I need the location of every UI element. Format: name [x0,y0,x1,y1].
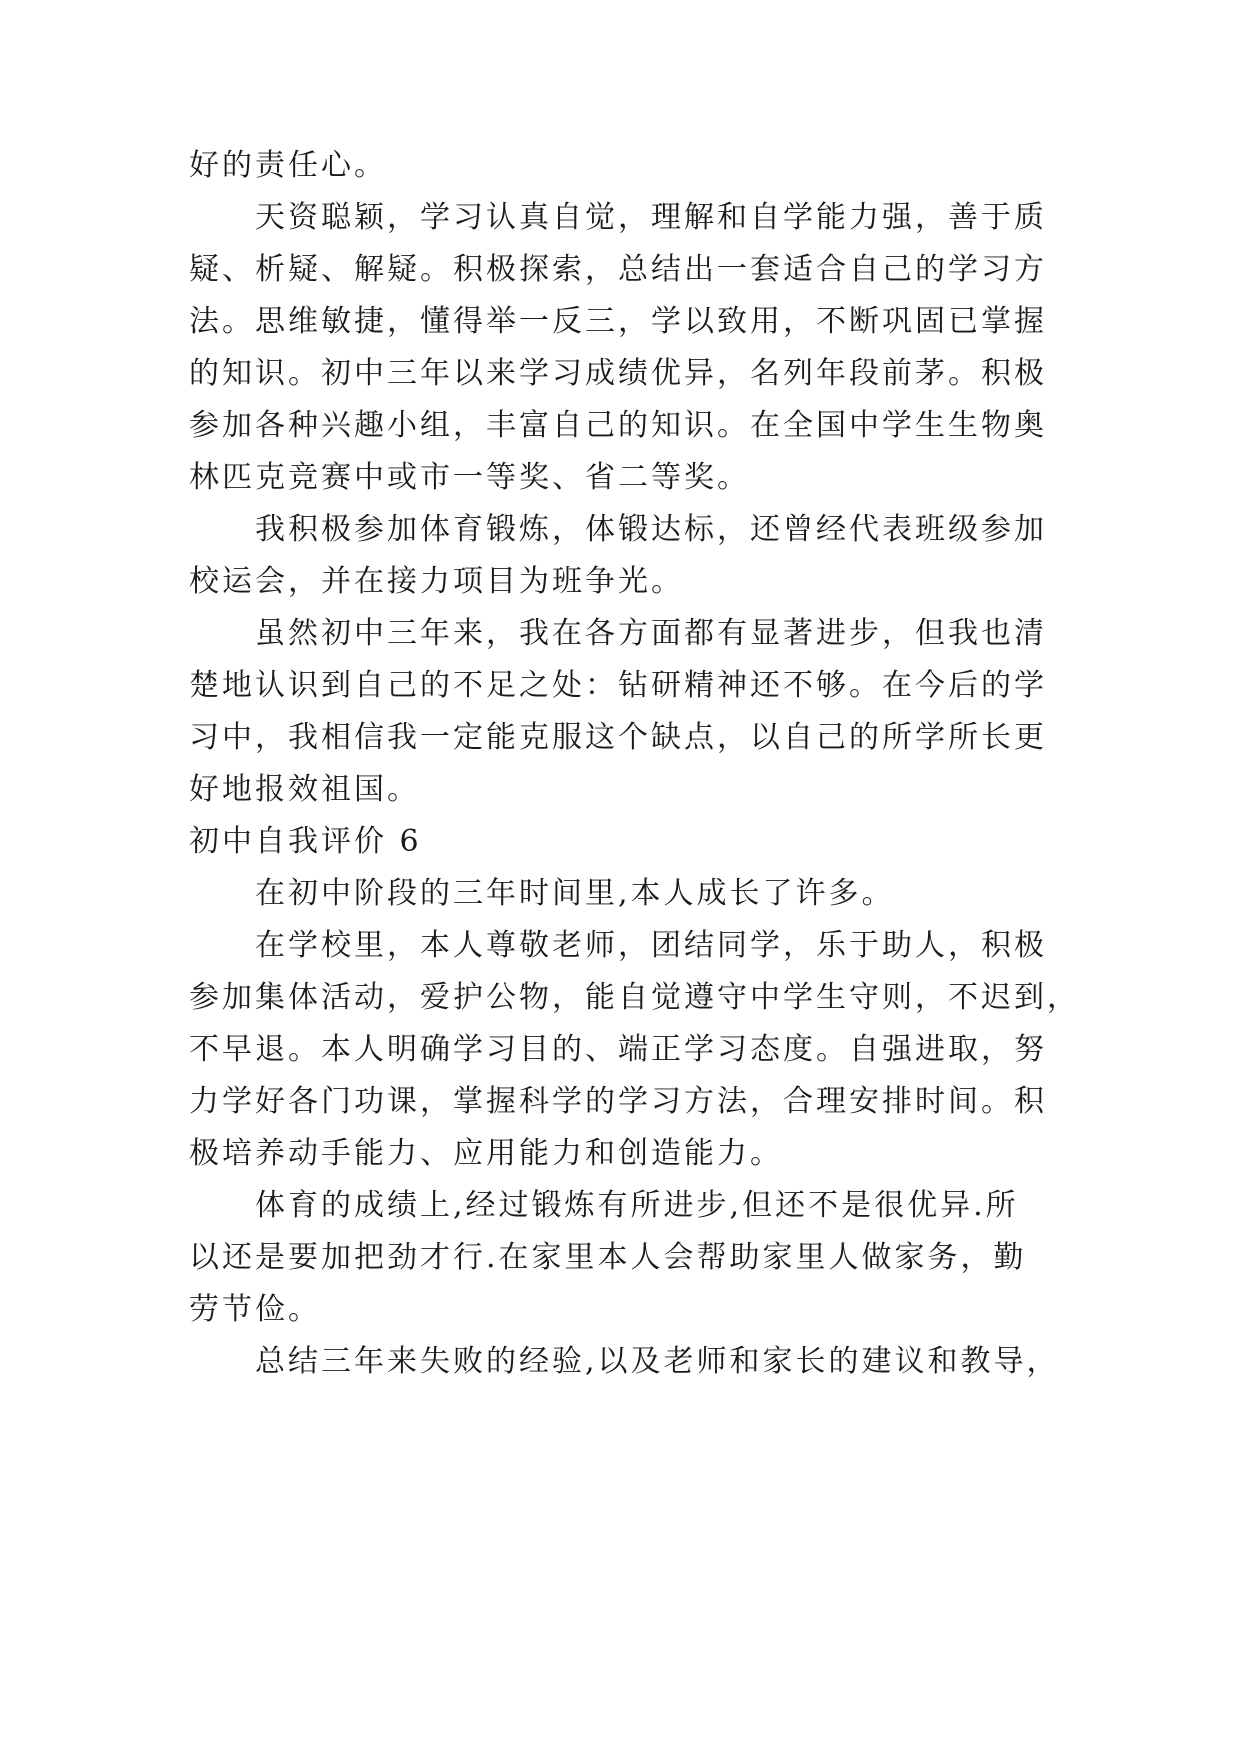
text-line: 参加集体活动，爱护公物，能自觉遵守中学生守则，不迟到， [189,980,1080,1015]
text-line: 习中，我相信我一定能克服这个缺点，以自己的所学所长更 [189,720,1047,755]
text-line: 林匹克竞赛中或市一等奖、省二等奖。 [189,460,750,495]
text-line: 法。思维敏捷，懂得举一反三，学以致用，不断巩固已掌握 [189,304,1047,339]
paragraph-start-line: 体育的成绩上,经过锻炼有所进步,但还不是很优异.所 [255,1188,1019,1223]
paragraph-start-line: 虽然初中三年来，我在各方面都有显著进步，但我也清 [255,616,1047,651]
text-line: 不早退。本人明确学习目的、端正学习态度。自强进取，努 [189,1032,1047,1067]
section-heading: 初中自我评价 6 [189,824,422,859]
text-line: 楚地认识到自己的不足之处：钻研精神还不够。在今后的学 [189,668,1047,703]
text-line: 以还是要加把劲才行.在家里本人会帮助家里人做家务，勤 [189,1240,1027,1275]
paragraph-start-line: 我积极参加体育锻炼，体锻达标，还曾经代表班级参加 [255,512,1047,547]
text-line: 疑、析疑、解疑。积极探索，总结出一套适合自己的学习方 [189,252,1047,287]
text-line: 劳节俭。 [189,1292,321,1327]
text-line: 参加各种兴趣小组，丰富自己的知识。在全国中学生生物奥 [189,408,1047,443]
text-line: 好地报效祖国。 [189,772,420,807]
paragraph-start-line: 在初中阶段的三年时间里,本人成长了许多。 [255,876,895,911]
text-line: 的知识。初中三年以来学习成绩优异，名列年段前茅。积极 [189,356,1047,391]
paragraph-start-line: 在学校里，本人尊敬老师，团结同学，乐于助人，积极 [255,928,1047,963]
text-line: 好的责任心。 [189,148,387,183]
text-line: 力学好各门功课，掌握科学的学习方法，合理安排时间。积 [189,1084,1047,1119]
text-line: 极培养动手能力、应用能力和创造能力。 [189,1136,783,1171]
paragraph-start-line: 天资聪颖，学习认真自觉，理解和自学能力强，善于质 [255,200,1047,235]
text-line: 校运会，并在接力项目为班争光。 [189,564,684,599]
paragraph-start-line: 总结三年来失败的经验,以及老师和家长的建议和教导， [255,1344,1060,1379]
